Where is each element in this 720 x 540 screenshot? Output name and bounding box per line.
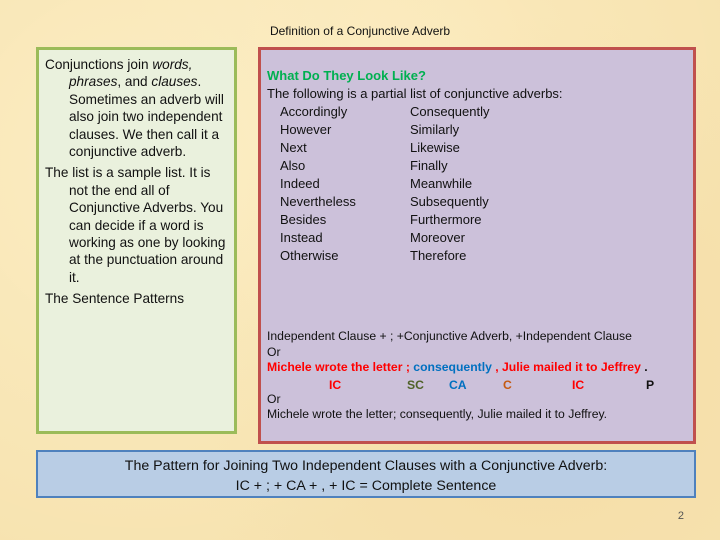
adverb-left: Otherwise (280, 248, 339, 263)
examples-heading: What Do They Look Like? (267, 68, 426, 83)
part-labels (267, 376, 687, 392)
adverb-row (267, 247, 687, 265)
examples-intro: The following is a partial list of conjunctive adverbs: (267, 86, 563, 101)
sentence-patterns-label: The Sentence Patterns (45, 291, 185, 307)
adverb-row (267, 229, 687, 247)
adverb-row (267, 103, 687, 121)
example-period: . (640, 360, 648, 374)
adverb-right: Similarly (410, 122, 460, 137)
definition-paragraph (45, 56, 230, 160)
part-label-ic: IC (572, 377, 585, 392)
adverb-right: Meanwhile (410, 176, 473, 191)
adverb-right: Finally (410, 158, 448, 173)
color-coded-example (267, 360, 687, 376)
adverb-left: Besides (280, 212, 327, 227)
part-label-ca: CA (449, 377, 467, 392)
definition-box (36, 47, 237, 434)
adverb-row (267, 121, 687, 139)
definition-text: , and (117, 74, 152, 90)
part-label-sc: SC (407, 377, 424, 392)
part-label-p: P (646, 377, 655, 392)
part-label-ic: IC (329, 377, 342, 392)
adverb-row (267, 175, 687, 193)
plain-example: Michele wrote the letter; consequently, Julie mailed it to Jeffrey. (267, 407, 608, 421)
definition-text: . Sometimes an adverb will also join two independent clauses. We then call it a conjunctive adverb. (69, 74, 224, 160)
adverb-left: Indeed (280, 176, 320, 191)
adverb-right: Moreover (410, 230, 465, 245)
adverb-row (267, 193, 687, 211)
adverb-right: Likewise (410, 140, 460, 155)
adverb-list (267, 103, 687, 265)
adverb-left: Accordingly (280, 104, 348, 119)
adverb-right: Furthermore (410, 212, 482, 227)
pattern-line: Independent Clause + ; +Conjunctive Adverb, +Independent Clause (267, 329, 632, 343)
page-number: 2 (677, 510, 684, 522)
pattern-summary-title: The Pattern for Joining Two Independent Clauses with a Conjunctive Adverb: (124, 458, 608, 474)
adverb-left: Instead (280, 230, 323, 245)
example-ic1: Michele wrote the letter (267, 360, 403, 374)
adverb-right: Subsequently (410, 194, 489, 209)
list-note-paragraph: The list is a sample list. It is not the end all of Conjunctive Adverbs. You can decide if a word is working as one by looking at the punctuation around it. (45, 165, 226, 285)
definition-emphasis-words: words, phrases (69, 57, 193, 90)
adverb-row (267, 211, 687, 229)
adverb-right: Consequently (410, 104, 490, 119)
example-conjunctive-adverb: consequently (413, 360, 492, 374)
or-separator: Or (267, 391, 281, 406)
example-ic2: , Julie mailed it to Jeffrey (491, 360, 641, 374)
part-label-c: C (503, 377, 512, 392)
adverb-row (267, 139, 687, 157)
adverb-left: Next (280, 140, 307, 155)
examples-box (258, 47, 696, 444)
adverb-left: Also (280, 158, 306, 173)
pattern-formula: IC + ; + CA + , + IC = Complete Sentence (235, 478, 497, 494)
adverb-left: Nevertheless (280, 194, 356, 209)
slide-title: Definition of a Conjunctive Adverb (269, 24, 451, 38)
or-separator: Or (267, 344, 281, 359)
definition-text: Conjunctions join (45, 57, 153, 72)
adverb-left: However (280, 122, 332, 137)
example-semicolon: ; (402, 360, 414, 374)
adverb-right: Therefore (410, 248, 467, 263)
adverb-row (267, 157, 687, 175)
definition-emphasis-clauses: clauses (151, 74, 198, 90)
pattern-summary-box (36, 450, 696, 498)
